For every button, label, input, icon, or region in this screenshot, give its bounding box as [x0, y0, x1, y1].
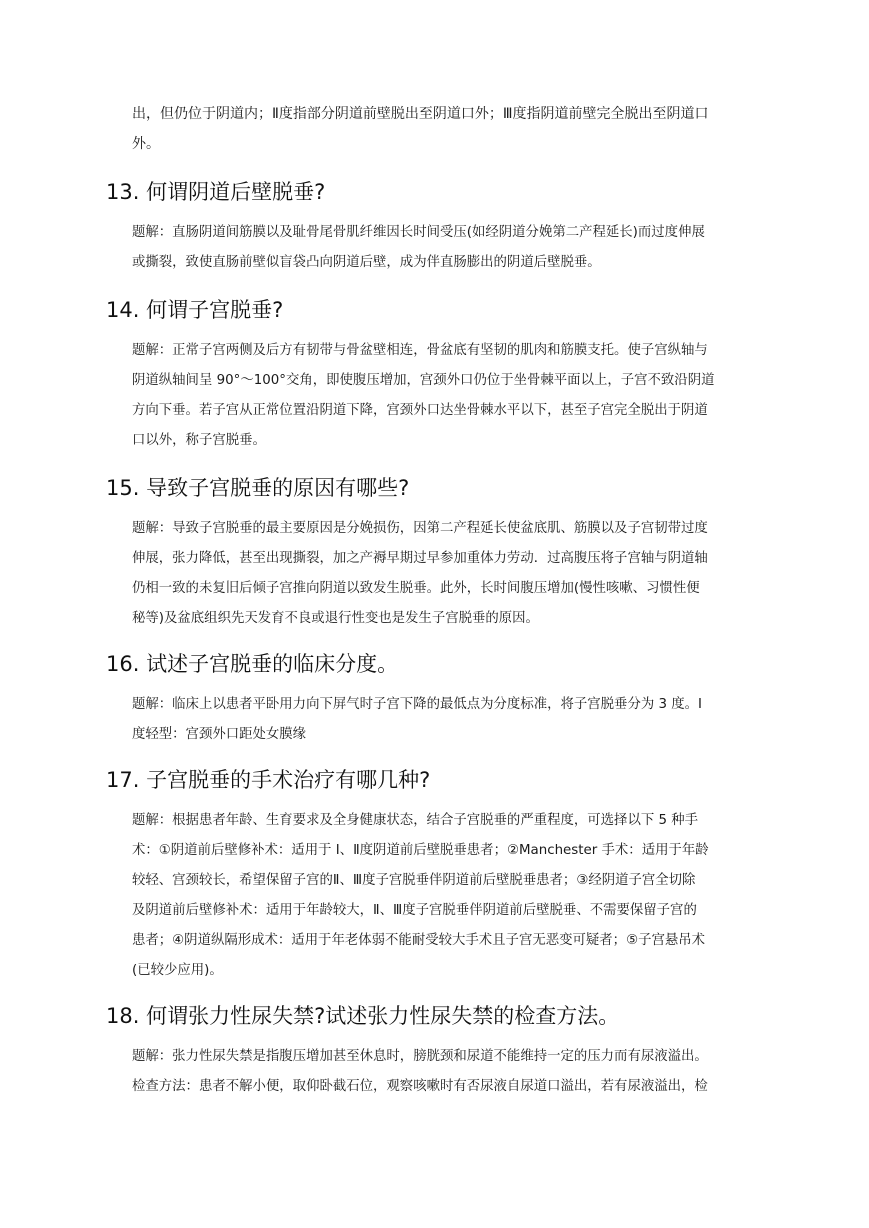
answer-paragraph	[132, 336, 762, 456]
answer-line: 题解：根据患者年龄、生育要求及全身健康状态，结合子宫脱垂的严重程度，可选择以下 5 种手	[132, 813, 699, 828]
answer-line: 题解：正常子宫两侧及后方有韧带与骨盆壁相连，骨盆底有坚韧的肌肉和筋膜支托。使子宫纵轴与	[132, 343, 708, 358]
question-section-16	[106, 650, 766, 750]
question-heading: 15. 导致子宫脱垂的原因有哪些?	[106, 476, 410, 500]
answer-line: 方向下垂。若子宫从正常位置沿阴道下降，宫颈外口达坐骨棘水平以下，甚至子宫完全脱出于阴道	[132, 403, 708, 418]
question-section-17	[106, 766, 766, 986]
answer-line: 患者；④阴道纵隔形成术：适用于年老体弱不能耐受较大手术且子宫无恶变可疑者；⑤子宫悬吊术	[132, 933, 706, 948]
answer-line: 题解：直肠阴道间筋膜以及耻骨尾骨肌纤维因长时间受压(如经阴道分娩第二产程延长)而过度伸展	[132, 225, 705, 240]
intro-paragraph	[132, 99, 762, 159]
question-section-14	[106, 296, 766, 456]
question-heading: 17. 子宫脱垂的手术治疗有哪几种?	[106, 768, 431, 792]
answer-line: 题解：张力性尿失禁是指腹压增加甚至休息时，膀胱颈和尿道不能维持一定的压力而有尿液溢出。	[132, 1049, 708, 1064]
question-heading: 14. 何谓子宫脱垂?	[106, 298, 284, 322]
answer-paragraph	[132, 690, 762, 750]
answer-line: 及阴道前后壁修补术：适用于年龄较大，Ⅱ、Ⅲ度子宫脱垂伴阴道前后壁脱垂、不需要保留子宫的	[132, 903, 697, 918]
answer-paragraph	[132, 1042, 762, 1102]
question-heading: 13. 何谓阴道后壁脱垂?	[106, 180, 326, 204]
question-section-18	[106, 1002, 766, 1102]
question-heading: 18. 何谓张力性尿失禁?试述张力性尿失禁的检查方法。	[106, 1004, 620, 1028]
answer-line: 秘等)及盆底组织先天发育不良或退行性变也是发生子宫脱垂的原因。	[132, 611, 539, 626]
answer-line: 度轻型：宫颈外口距处女膜缘	[132, 727, 307, 742]
answer-line: (已较少应用)。	[132, 963, 223, 978]
answer-line: 较轻、宫颈较长，希望保留子宫的Ⅱ、Ⅲ度子宫脱垂伴阴道前后壁脱垂患者；③经阴道子宫全切除	[132, 873, 696, 888]
answer-paragraph	[132, 218, 762, 278]
answer-line: 题解：临床上以患者平卧用力向下屏气时子宫下降的最低点为分度标准，将子宫脱垂分为 3 度。I	[132, 697, 702, 712]
answer-line: 伸展，张力降低，甚至出现撕裂，加之产褥早期过早参加重体力劳动．过高腹压将子宫轴与阴道轴	[132, 551, 708, 566]
answer-line: 仍相一致的未复旧后倾子宫推向阴道以致发生脱垂。此外，长时间腹压增加(慢性咳嗽、习惯性便	[132, 581, 700, 596]
answer-line: 阴道纵轴间呈 90°～100°交角，即使腹压增加，宫颈外口仍位于坐骨棘平面以上，子宫不致沿阴道	[132, 373, 715, 388]
answer-line: 或撕裂，致使直肠前壁似盲袋凸向阴道后壁，成为伴直肠膨出的阴道后壁脱垂。	[132, 255, 601, 270]
answer-paragraph	[132, 806, 762, 986]
answer-line: 术：①阴道前后壁修补术：适用于 I、Ⅱ度阴道前后壁脱垂患者；②Manchester 手术：适用于年龄	[132, 843, 709, 858]
question-section-13	[106, 178, 766, 278]
answer-paragraph	[132, 514, 762, 634]
answer-line: 检查方法：患者不解小便，取仰卧截石位，观察咳嗽时有否尿液自尿道口溢出，若有尿液溢出，检	[132, 1079, 708, 1094]
intro-line: 外。	[132, 136, 160, 152]
answer-line: 口以外，称子宫脱垂。	[132, 433, 266, 448]
answer-line: 题解：导致子宫脱垂的最主要原因是分娩损伤，因第二产程延长使盆底肌、筋膜以及子宫韧带过度	[132, 521, 708, 536]
question-section-15	[106, 474, 766, 634]
intro-line: 出，但仍位于阴道内；Ⅱ度指部分阴道前壁脱出至阴道口外；Ⅲ度指阴道前壁完全脱出至阴道口	[132, 106, 709, 122]
question-heading: 16. 试述子宫脱垂的临床分度。	[106, 652, 399, 676]
